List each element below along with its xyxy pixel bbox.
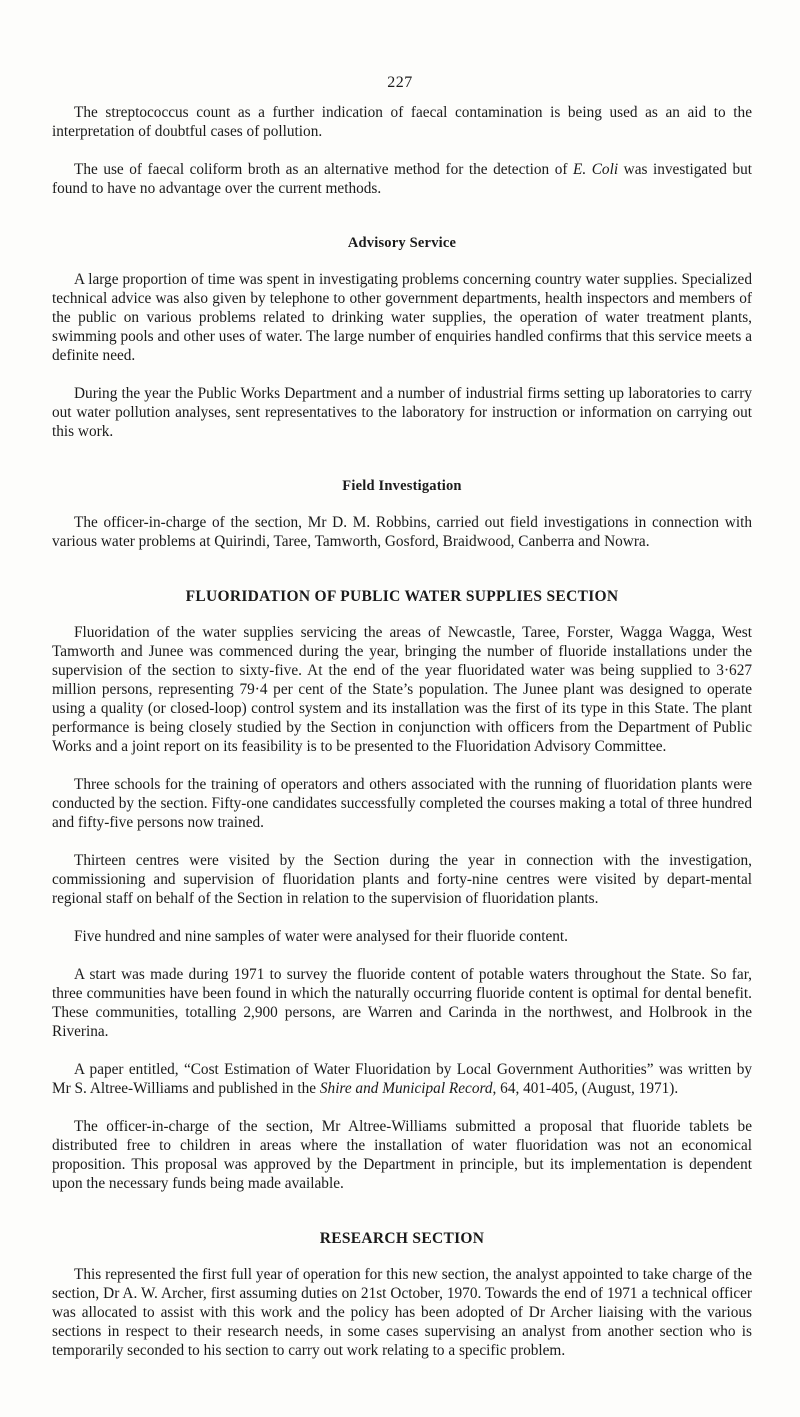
paragraph-centres-visited: Thirteen centres were visited by the Section during the year in connection with the investigation, commissioning and supervision of fluoridation plants and forty-nine centres were visited by depart-mental regional staff on behalf of the Section in relation to the supervision of fluoridation plants. bbox=[52, 852, 752, 907]
page-number: 227 bbox=[387, 74, 413, 91]
paragraph-field-investigation: The officer-in-charge of the section, Mr D. M. Robbins, carried out field investigations in connection with various water problems at Quirindi, Taree, Tamworth, Gosford, Braidwood, Canberra and Nowra. bbox=[52, 514, 752, 550]
paragraph-public-works: During the year the Public Works Department and a number of industrial firms setting up laboratories to carry out water pollution analyses, sent representatives to the laboratory for instruction or information on carrying out this work. bbox=[52, 385, 752, 440]
paragraph-training-schools: Three schools for the training of operators and others associated with the running of fluoridation plants were conducted by the section. Fifty-one candidates successfully completed the courses making a total of three hundred and fifty-five persons now trained. bbox=[52, 776, 752, 831]
paragraph-coliform-text-a: The use of faecal coliform broth as an alternative method for the detection of bbox=[74, 161, 574, 178]
paragraph-coliform-italic: E. Coli bbox=[573, 161, 619, 178]
paragraph-fluoride-tablets: The officer-in-charge of the section, Mr Altree-Williams submitted a proposal that fluoride tablets be distributed free to children in areas where the installation of water fluoridation was not an economical proposition. This proposal was approved by the Department in principle, but its implementation is dependent upon the necessary funds being made available. bbox=[52, 1118, 752, 1192]
heading-field-investigation: Field Investigation bbox=[342, 478, 462, 494]
paragraph-advisory: A large proportion of time was spent in investigating problems concerning country water supplies. Specialized technical advice was also given by telephone to other government departments, health inspectors and members of the public on various problems related to drinking water supplies, the operation of water treatment plants, swimming pools and other uses of water. The large number of enquiries handled confirms that this service meets a definite need. bbox=[52, 271, 752, 364]
paragraph-cost-estimation-paper bbox=[52, 1060, 752, 1098]
paragraph-paper-italic: Shire and Municipal Record bbox=[319, 1080, 493, 1097]
paragraph-samples-analysed: Five hundred and nine samples of water were analysed for their fluoride content. bbox=[74, 928, 569, 945]
paragraph-fluoride-survey: A start was made during 1971 to survey the fluoride content of potable waters throughout the State. So far, three communities have been found in which the naturally occurring fluoride content is optimal for dental benefit. These communities, totalling 2,900 persons, are Warren and Carinda in the northwest, and Holbrook in the Riverina. bbox=[52, 966, 752, 1040]
paragraph-research: This represented the first full year of operation for this new section, the analyst appointed to take charge of the section, Dr A. W. Archer, first assuming duties on 21st October, 1970. Towards the end of 1971 a technical officer was allocated to assist with this work and the policy has been adopted of Dr Archer liaising with the various sections in respect to their research needs, in some cases supervising an analyst from another section who is temporarily seconded to his section to carry out work relating to a specific problem. bbox=[52, 1266, 752, 1359]
paragraph-paper-text-b: , 64, 401-405, (August, 1971). bbox=[492, 1080, 679, 1097]
paragraph-streptococcus: The streptococcus count as a further indication of faecal contamination is being used as an aid to the interpretation of doubtful cases of pollution. bbox=[52, 104, 752, 140]
heading-fluoridation-section: FLUORIDATION OF PUBLIC WATER SUPPLIES SECTION bbox=[185, 588, 619, 605]
paragraph-coliform-broth bbox=[52, 160, 752, 198]
heading-advisory-service: Advisory Service bbox=[347, 235, 457, 251]
paragraph-paper-text-a: A paper entitled, “Cost Estimation of Water Fluoridation by Local Government Authorities” was written by Mr S. Altree-Williams and published in the bbox=[52, 1061, 752, 1097]
heading-research-section: RESEARCH SECTION bbox=[319, 1230, 485, 1247]
paragraph-fluoridation-commenced: Fluoridation of the water supplies servicing the areas of Newcastle, Taree, Forster, Wagga Wagga, West Tamworth and Junee was commenced during the year, bringing the number of fluoride installations under the supervision of the section to sixty-five. At the end of the year fluoridated water was being supplied to 3·627 million persons, representing 79·4 per cent of the State’s population. The Junee plant was designed to operate using a quality (or closed-loop) control system and its installation was the first of its type in this State. The plant performance is being closely studied by the Section in conjunction with officers from the Department of Public Works and a joint report on its feasibility is to be presented to the Fluoridation Advisory Committee. bbox=[52, 624, 752, 755]
page-content bbox=[52, 103, 752, 1360]
paragraph-coliform-text-b: was investigated but found to have no advantage over the current methods. bbox=[52, 161, 752, 197]
